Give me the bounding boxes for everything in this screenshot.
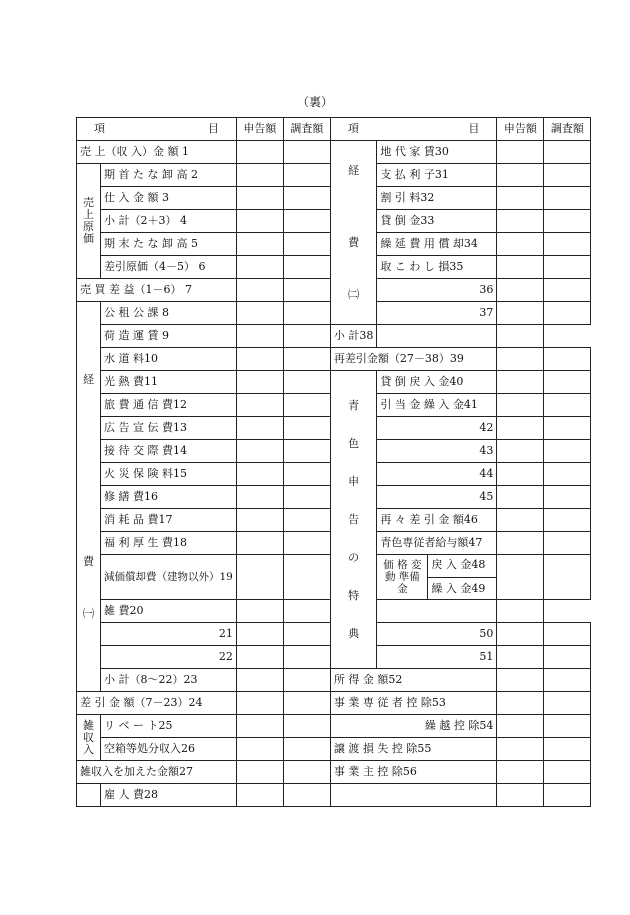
amount-cell[interactable] bbox=[497, 279, 544, 302]
row-label: 戻 入 金48 bbox=[428, 555, 497, 578]
row-label: 50 bbox=[377, 623, 497, 646]
amount-cell[interactable] bbox=[236, 440, 283, 463]
blank-row-label bbox=[330, 784, 497, 807]
row-label: 事 業 主 控 除56 bbox=[330, 761, 497, 784]
amount-cell[interactable] bbox=[283, 164, 330, 187]
row-label: 差引原価（4－5） 6 bbox=[101, 256, 237, 279]
row-label: 取 こ わ し 損35 bbox=[377, 256, 497, 279]
aoiro-group-label: 青 色 申 告 の 特 典 bbox=[330, 371, 377, 669]
amount-cell[interactable] bbox=[236, 646, 283, 669]
amount-cell[interactable] bbox=[544, 509, 591, 532]
row-label: 消 耗 品 費17 bbox=[101, 509, 237, 532]
row-label: 修 繕 費16 bbox=[101, 486, 237, 509]
row-label: 事 業 専 従 者 控 除53 bbox=[330, 692, 497, 715]
amount-cell[interactable] bbox=[497, 417, 544, 440]
row-label: 雑収入を加えた金額27 bbox=[77, 761, 237, 784]
row-label: 小 計（2＋3） 4 bbox=[101, 210, 237, 233]
amount-cell[interactable] bbox=[497, 738, 544, 761]
row-label: 売 上（収 入）金 額 1 bbox=[77, 141, 237, 164]
amount-cell[interactable] bbox=[497, 371, 544, 394]
table-row bbox=[77, 669, 591, 692]
row-label: 期 首 た な 卸 高 2 bbox=[101, 164, 237, 187]
amount-cell[interactable] bbox=[236, 279, 283, 302]
amount-cell[interactable] bbox=[283, 348, 330, 371]
row-label: 再差引金額（27－38）39 bbox=[330, 348, 497, 371]
amount-cell[interactable] bbox=[544, 555, 591, 600]
amount-cell[interactable] bbox=[283, 210, 330, 233]
amount-cell[interactable] bbox=[497, 187, 544, 210]
amount-cell[interactable] bbox=[497, 669, 544, 692]
amount-cell[interactable] bbox=[544, 646, 591, 669]
amount-cell[interactable] bbox=[497, 210, 544, 233]
amount-cell[interactable] bbox=[236, 417, 283, 440]
amount-cell[interactable] bbox=[283, 532, 330, 555]
amount-cell[interactable] bbox=[377, 325, 497, 348]
amount-cell[interactable] bbox=[544, 669, 591, 692]
uriage-genka-group-label: 売 上 原 価 bbox=[77, 164, 101, 279]
amount-cell[interactable] bbox=[283, 279, 330, 302]
row-label: 21 bbox=[101, 623, 237, 646]
table-row bbox=[77, 371, 591, 394]
amount-cell[interactable] bbox=[544, 738, 591, 761]
amount-cell[interactable] bbox=[497, 692, 544, 715]
header-chosa-left: 調査額 bbox=[283, 118, 330, 141]
amount-cell[interactable] bbox=[544, 348, 591, 371]
amount-cell[interactable] bbox=[544, 715, 591, 738]
kakaku-hendo-label: 価 格 変 動 準備金 bbox=[377, 555, 428, 600]
amount-cell[interactable] bbox=[497, 164, 544, 187]
amount-cell[interactable] bbox=[497, 715, 544, 738]
amount-cell[interactable] bbox=[283, 371, 330, 394]
row-label: 再 々 差 引 金 額46 bbox=[377, 509, 497, 532]
blank-group-cell bbox=[77, 784, 101, 807]
row-label: 37 bbox=[377, 302, 497, 325]
amount-cell[interactable] bbox=[497, 646, 544, 669]
amount-cell[interactable] bbox=[497, 600, 544, 623]
amount-cell[interactable] bbox=[236, 555, 283, 600]
table-row bbox=[77, 715, 591, 738]
page-title: （裏） bbox=[296, 95, 333, 109]
amount-cell[interactable] bbox=[236, 532, 283, 555]
amount-cell[interactable] bbox=[497, 394, 544, 417]
table-row bbox=[77, 738, 591, 761]
amount-cell[interactable] bbox=[283, 715, 330, 738]
row-label: 譲 渡 損 失 控 除55 bbox=[330, 738, 497, 761]
zatsu-group-label: 雑 収 入 bbox=[77, 715, 101, 761]
row-label: 水 道 料10 bbox=[101, 348, 237, 371]
amount-cell[interactable] bbox=[236, 302, 283, 325]
amount-cell[interactable] bbox=[236, 738, 283, 761]
amount-cell[interactable] bbox=[283, 623, 330, 646]
header-shinkoku-right: 申告額 bbox=[497, 118, 544, 141]
amount-cell[interactable] bbox=[544, 463, 591, 486]
amount-cell[interactable] bbox=[236, 325, 283, 348]
row-label: 差 引 金 額（7－23）24 bbox=[77, 692, 237, 715]
row-label: 光 熱 費11 bbox=[101, 371, 237, 394]
row-label: 割 引 料32 bbox=[377, 187, 497, 210]
amount-cell[interactable] bbox=[283, 669, 330, 692]
row-label: 繰 延 費 用 償 却34 bbox=[377, 233, 497, 256]
amount-cell[interactable] bbox=[236, 600, 283, 623]
row-label: 22 bbox=[101, 646, 237, 669]
amount-cell[interactable] bbox=[544, 233, 591, 256]
row-label: 青色専従者給与額47 bbox=[377, 532, 497, 555]
row-label: 地 代 家 賃30 bbox=[377, 141, 497, 164]
row-label: 接 待 交 際 費14 bbox=[101, 440, 237, 463]
amount-cell[interactable] bbox=[497, 784, 544, 807]
amount-cell[interactable] bbox=[283, 509, 330, 532]
amount-cell[interactable] bbox=[544, 371, 591, 394]
row-label: 支 払 利 子31 bbox=[377, 164, 497, 187]
amount-cell[interactable] bbox=[283, 600, 330, 623]
row-label: 小 計（8～22）23 bbox=[101, 669, 237, 692]
row-label: 雇 人 費28 bbox=[101, 784, 237, 807]
amount-cell[interactable] bbox=[236, 715, 283, 738]
row-label: 貸 倒 戻 入 金40 bbox=[377, 371, 497, 394]
amount-cell[interactable] bbox=[236, 509, 283, 532]
row-label: 43 bbox=[377, 440, 497, 463]
amount-cell[interactable] bbox=[544, 623, 591, 646]
amount-cell[interactable] bbox=[544, 187, 591, 210]
amount-cell[interactable] bbox=[236, 463, 283, 486]
amount-cell[interactable] bbox=[283, 486, 330, 509]
row-label: 引 当 金 繰 入 金41 bbox=[377, 394, 497, 417]
table-row bbox=[77, 692, 591, 715]
row-label: 42 bbox=[377, 417, 497, 440]
kakaku-cell bbox=[377, 555, 497, 600]
amount-cell[interactable] bbox=[544, 784, 591, 807]
amount-cell[interactable] bbox=[236, 692, 283, 715]
amount-cell[interactable] bbox=[497, 302, 544, 325]
row-label: リ ベ ー ト25 bbox=[101, 715, 237, 738]
row-label: 45 bbox=[377, 486, 497, 509]
amount-cell[interactable] bbox=[283, 463, 330, 486]
header-row bbox=[77, 118, 591, 141]
amount-cell[interactable] bbox=[236, 233, 283, 256]
amount-cell[interactable] bbox=[497, 325, 544, 348]
amount-cell[interactable] bbox=[283, 784, 330, 807]
amount-cell[interactable] bbox=[283, 233, 330, 256]
amount-cell[interactable] bbox=[236, 348, 283, 371]
table-row bbox=[77, 325, 591, 348]
header-item-right: 項 目 bbox=[330, 118, 497, 141]
amount-cell[interactable] bbox=[497, 440, 544, 463]
amount-cell[interactable] bbox=[544, 692, 591, 715]
row-label: 仕 入 金 額 3 bbox=[101, 187, 237, 210]
row-label: 繰 入 金49 bbox=[431, 581, 486, 595]
row-label: 貸 倒 金33 bbox=[377, 210, 497, 233]
amount-cell[interactable] bbox=[283, 555, 330, 600]
amount-cell[interactable] bbox=[236, 210, 283, 233]
amount-cell[interactable] bbox=[544, 761, 591, 784]
row-label: 51 bbox=[377, 646, 497, 669]
amount-cell[interactable] bbox=[497, 256, 544, 279]
amount-cell[interactable] bbox=[544, 302, 591, 325]
amount-cell[interactable] bbox=[544, 417, 591, 440]
amount-cell[interactable] bbox=[236, 164, 283, 187]
keihi1-group-label: 経 費 ㈠ bbox=[77, 302, 101, 692]
row-label: 広 告 宣 伝 費13 bbox=[101, 417, 237, 440]
row-label: 減価償却費（建物以外）19 bbox=[101, 555, 237, 600]
amount-cell[interactable] bbox=[497, 761, 544, 784]
amount-cell[interactable] bbox=[283, 394, 330, 417]
amount-cell[interactable] bbox=[283, 761, 330, 784]
amount-cell[interactable] bbox=[497, 532, 544, 555]
amount-cell[interactable] bbox=[544, 164, 591, 187]
amount-cell[interactable] bbox=[544, 440, 591, 463]
row-label: 繰 越 控 除54 bbox=[330, 715, 497, 738]
amount-cell[interactable] bbox=[377, 600, 497, 623]
header-item-left: 項 目 bbox=[77, 118, 237, 141]
table-row bbox=[77, 784, 591, 807]
amount-cell[interactable] bbox=[497, 486, 544, 509]
amount-cell[interactable] bbox=[283, 440, 330, 463]
header-chosa-right: 調査額 bbox=[544, 118, 591, 141]
row-label: 福 利 厚 生 費18 bbox=[101, 532, 237, 555]
amount-cell[interactable] bbox=[497, 555, 544, 600]
table-row bbox=[77, 141, 591, 164]
amount-cell[interactable] bbox=[236, 141, 283, 164]
income-statement-table bbox=[76, 117, 591, 807]
row-label: 所 得 金 額52 bbox=[330, 669, 497, 692]
amount-cell[interactable] bbox=[497, 463, 544, 486]
row-label: 荷 造 運 賃 9 bbox=[101, 325, 237, 348]
amount-cell[interactable] bbox=[283, 187, 330, 210]
amount-cell[interactable] bbox=[236, 761, 283, 784]
amount-cell[interactable] bbox=[236, 394, 283, 417]
row-label: 火 災 保 険 料15 bbox=[101, 463, 237, 486]
amount-cell[interactable] bbox=[544, 256, 591, 279]
amount-cell[interactable] bbox=[236, 623, 283, 646]
amount-cell[interactable] bbox=[544, 141, 591, 164]
amount-cell[interactable] bbox=[544, 394, 591, 417]
amount-cell[interactable] bbox=[497, 348, 544, 371]
row-label: 44 bbox=[377, 463, 497, 486]
amount-cell[interactable] bbox=[544, 486, 591, 509]
amount-cell[interactable] bbox=[236, 669, 283, 692]
table-row bbox=[77, 761, 591, 784]
amount-cell[interactable] bbox=[236, 187, 283, 210]
amount-cell[interactable] bbox=[497, 141, 544, 164]
row-label: 雑 費20 bbox=[101, 600, 237, 623]
amount-cell[interactable] bbox=[544, 210, 591, 233]
amount-cell[interactable] bbox=[283, 738, 330, 761]
amount-cell[interactable] bbox=[283, 646, 330, 669]
row-label: 36 bbox=[377, 279, 497, 302]
amount-cell[interactable] bbox=[236, 486, 283, 509]
amount-cell[interactable] bbox=[283, 417, 330, 440]
row-label: 期 末 た な 卸 高 5 bbox=[101, 233, 237, 256]
amount-cell[interactable] bbox=[544, 279, 591, 302]
amount-cell[interactable] bbox=[497, 623, 544, 646]
row-label: 売 買 差 益（1－6） 7 bbox=[77, 279, 237, 302]
table-row bbox=[77, 348, 591, 371]
row-label: 公 租 公 課 8 bbox=[101, 302, 237, 325]
amount-cell[interactable] bbox=[236, 256, 283, 279]
row-label: 小 計38 bbox=[330, 325, 377, 348]
row-label: 空箱等処分収入26 bbox=[101, 738, 237, 761]
amount-cell[interactable] bbox=[236, 784, 283, 807]
amount-cell[interactable] bbox=[236, 371, 283, 394]
amount-cell[interactable] bbox=[497, 233, 544, 256]
amount-cell[interactable] bbox=[283, 302, 330, 325]
header-shinkoku-left: 申告額 bbox=[236, 118, 283, 141]
amount-cell[interactable] bbox=[544, 532, 591, 555]
row-label: 旅 費 通 信 費12 bbox=[101, 394, 237, 417]
amount-cell[interactable] bbox=[283, 692, 330, 715]
amount-cell[interactable] bbox=[497, 509, 544, 532]
keihi2-group-label: 経 費 ㈡ bbox=[330, 141, 377, 325]
amount-cell[interactable] bbox=[283, 141, 330, 164]
amount-cell[interactable] bbox=[283, 256, 330, 279]
amount-cell[interactable] bbox=[283, 325, 330, 348]
